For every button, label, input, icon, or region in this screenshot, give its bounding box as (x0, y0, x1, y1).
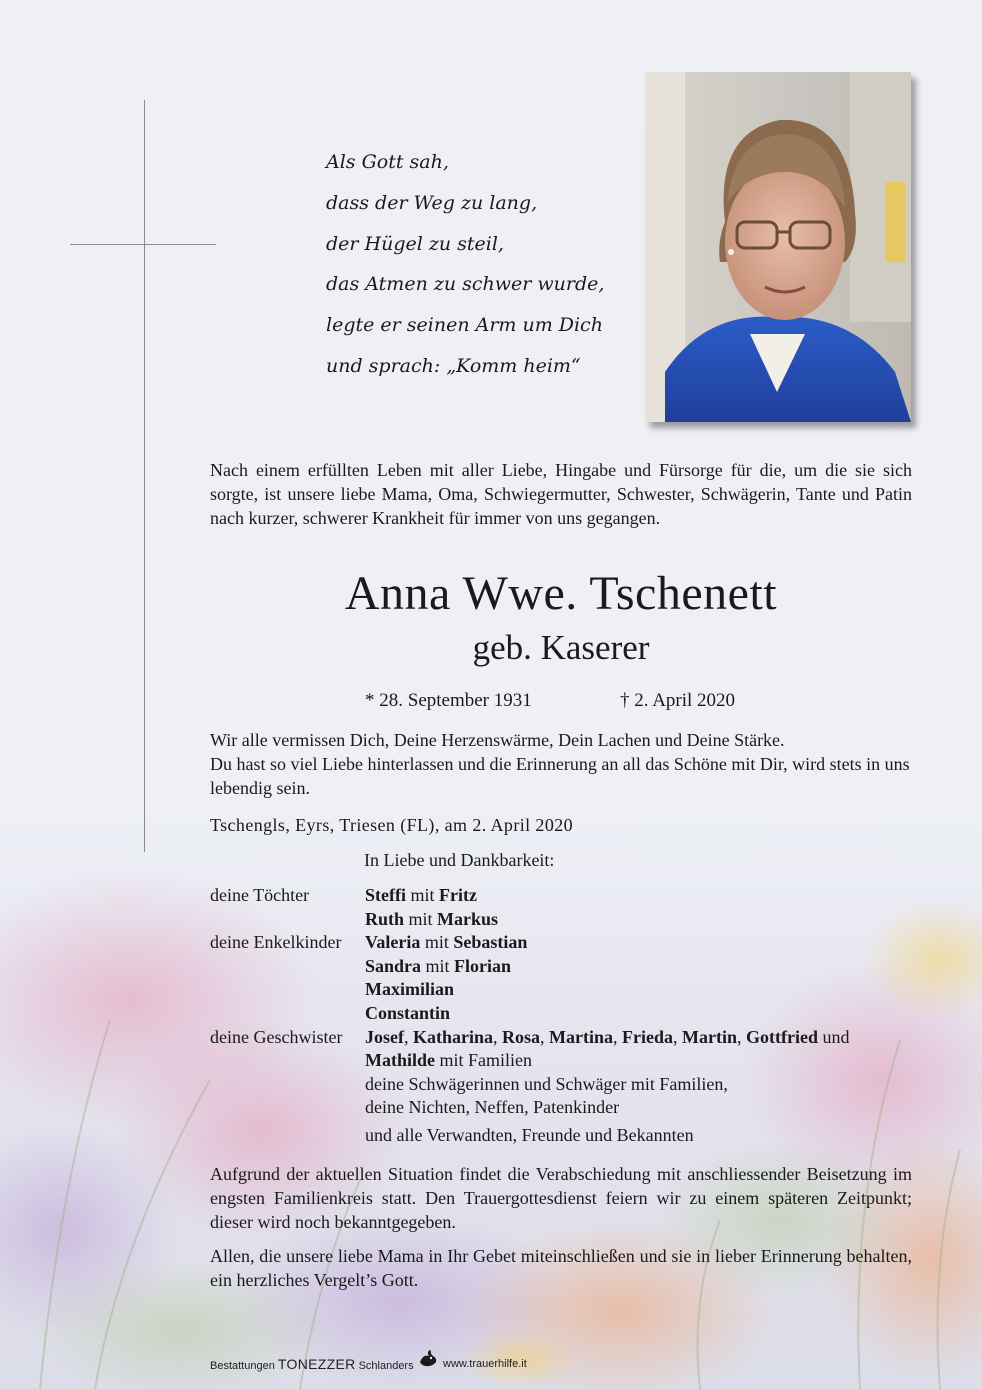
with-word: mit (425, 955, 450, 976)
sibling-name: Mathilde (365, 1050, 435, 1071)
birth-date: * 28. September 1931 (365, 690, 532, 711)
sibling-name: Katharina (413, 1026, 494, 1047)
poem (326, 142, 626, 387)
place-and-date: Tschengls, Eyrs, Triesen (FL), am 2. April 2020 (210, 815, 574, 835)
sibling-name: Martin (682, 1026, 737, 1047)
undertaker-suffix: Schlanders (358, 1360, 414, 1372)
with-word: mit (424, 932, 449, 953)
life-dates (210, 688, 912, 714)
maiden-name: geb. Kaserer (472, 628, 650, 667)
intro-paragraph: Nach einem erfüllten Leben mit aller Liebe, Hingabe und Fürsorge für die, um die sie sich sorgte, ist unsere liebe Mama, Oma, Schwiegermutter, Schwester, Schwägerin, Tante und Patin nach kurzer, schwerer Krankheit für immer von uns gegangen. (210, 460, 912, 528)
death-date: † 2. April 2020 (620, 690, 736, 711)
cross-vertical-line (144, 100, 145, 852)
undertaker-prefix: Bestattungen (210, 1360, 275, 1372)
family-row (210, 1001, 912, 1025)
family-row (210, 954, 912, 978)
with-word: mit (408, 908, 433, 929)
undertaker-credit (210, 1354, 414, 1376)
funeral-notice: Aufgrund der aktuellen Situation findet die Verabschiedung mit anschliessender Beisetzung im engsten Familienkreis statt. Den Trauergottesdienst feiern wir zu einem späteren Zeitpunkt; dieser wird noch bekanntgegeben. (210, 1164, 912, 1232)
family-name: Ruth (365, 908, 405, 929)
poem-line: und sprach: „Komm heim“ (326, 354, 581, 377)
siblings-entry: Josef, Katharina, Rosa, Martina, Frieda, Martin, Gottfried und (365, 1026, 850, 1047)
poem-line: legte er seinen Arm um Dich (326, 314, 603, 337)
family-name: Steffi (365, 885, 406, 905)
and-word: und (822, 1026, 850, 1047)
relation-label: deine Enkelkinder (210, 932, 342, 953)
portrait-photo (645, 72, 911, 422)
mourners-list (210, 883, 912, 1147)
family-name: Constantin (365, 1002, 451, 1023)
poem-line: das Atmen zu schwer wurde, (326, 273, 605, 296)
tribute-line: Du hast so viel Liebe hinterlassen und die Erinnerung an all das Schöne mit Dir, wird stets in uns lebendig sein. (210, 754, 910, 798)
nieces-entry: deine Nichten, Neffen, Patenkinder (365, 1097, 620, 1118)
family-row (210, 1048, 912, 1072)
families-suffix: mit Familien (439, 1050, 532, 1071)
family-name: Maximilian (365, 979, 454, 1000)
thanks-paragraph: Allen, die unsere liebe Mama in Ihr Gebet miteinschließen und sie in lieber Erinnerung behalten, ein herzliches Vergelt’s Gott. (210, 1246, 912, 1290)
relation-label: deine Töchter (210, 885, 310, 905)
family-row (210, 1123, 912, 1147)
daughter-entry (365, 883, 477, 907)
relation-label: deine Geschwister (210, 1026, 343, 1047)
sibling-name: Gottfried (746, 1026, 818, 1047)
grandchild-entry (365, 930, 527, 954)
tribute-line: Wir alle vermissen Dich, Deine Herzenswärme, Dein Lachen und Deine Stärke. (210, 730, 785, 750)
family-row (210, 1025, 912, 1049)
sibling-name: Frieda (622, 1026, 674, 1047)
with-word: mit (410, 885, 435, 905)
sibling-name: Martina (549, 1026, 614, 1047)
gratitude-line: In Liebe und Dankbarkeit: (364, 850, 555, 870)
family-row (210, 907, 912, 931)
family-row (210, 1095, 912, 1119)
sibling-name: Rosa (502, 1026, 541, 1047)
website-link[interactable]: www.trauerhilfe.it (443, 1358, 527, 1370)
grandchild-entry (365, 954, 511, 978)
poem-line: Als Gott sah, (326, 151, 449, 173)
inlaws-entry: deine Schwägerinnen und Schwäger mit Familien, (365, 1073, 728, 1094)
family-name: Valeria (365, 932, 421, 953)
poem-line: dass der Weg zu lang, (326, 191, 538, 214)
footer (210, 1354, 770, 1374)
cross-horizontal-line (70, 244, 216, 245)
family-row (210, 977, 912, 1001)
partner-name: Florian (454, 955, 512, 976)
grandchild-entry (365, 977, 454, 1001)
poem-line: der Hügel zu steil, (326, 232, 504, 255)
family-name: Sandra (365, 955, 422, 976)
relatives-entry: und alle Verwandten, Freunde und Bekannten (365, 1124, 694, 1145)
grandchild-entry (365, 1001, 450, 1025)
sibling-name: Josef (365, 1026, 404, 1047)
daughter-entry (365, 907, 498, 931)
partner-name: Markus (437, 908, 499, 929)
family-row (210, 1072, 912, 1096)
tribute-paragraph (210, 728, 912, 800)
partner-name: Fritz (439, 885, 477, 905)
undertaker-company: TONEZZER (277, 1356, 356, 1372)
family-row (210, 930, 912, 954)
family-row (210, 883, 912, 907)
dove-logo-icon (417, 1348, 439, 1370)
siblings-entry (365, 1048, 532, 1072)
deceased-name: Anna Wwe. Tschenett (344, 567, 778, 620)
partner-name: Sebastian (453, 932, 528, 953)
